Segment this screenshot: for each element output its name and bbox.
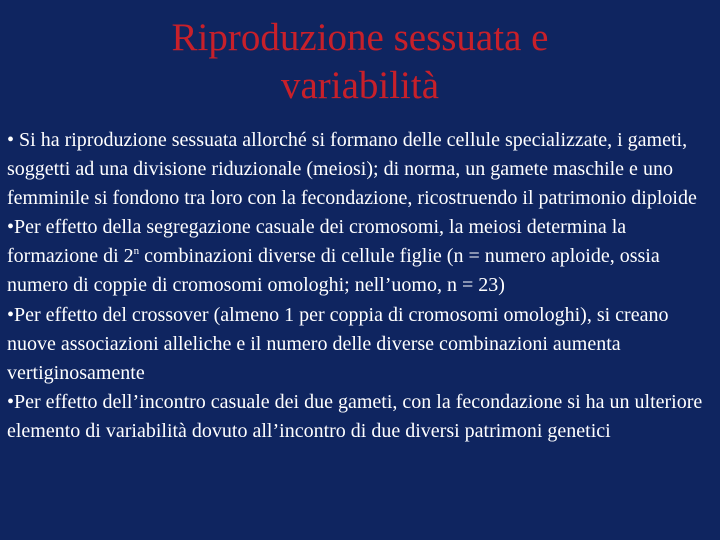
bullet-marker: •: [7, 390, 15, 413]
bullet-text-1: Si ha riproduzione sessuata allorché si formano delle cellule specializzate, i gameti, soggetti ad una divisione riduzionale (meiosi); di norma, un gamete maschile e uno femminile si fondono tra loro con la fecondazione, ricostruendo il patrimonio diploide: [7, 129, 697, 210]
bullet-list: [7, 126, 715, 446]
bullet-marker: •: [7, 303, 15, 326]
bullet-item-2: [7, 213, 715, 300]
bullet-text-2-after: combinazioni diverse di cellule figlie (n = numero aploide, ossia numero di coppie di cromosomi omologhi; nell’uomo, n = 23): [7, 245, 660, 297]
bullet-text-4: Per effetto dell’incontro casuale dei due gameti, con la fecondazione si ha un ulteriore elemento di variabilità dovuto all’incontro di due diversi patrimoni genetici: [7, 390, 703, 442]
bullet-marker: •: [7, 129, 15, 151]
slide-title-line-1: Riproduzione sessuata e: [171, 16, 549, 59]
bullet-item-1: [7, 126, 715, 213]
bullet-item-4: [7, 388, 715, 446]
slide-title: [0, 14, 720, 110]
bullet-text-2-before: Per effetto della segregazione casuale dei cromosomi, la meiosi determina la formazione di 2: [7, 216, 627, 268]
bullet-text-3: Per effetto del crossover (almeno 1 per coppia di cromosomi omologhi), si creano nuove associazioni alleliche e il numero delle diverse combinazioni aumenta vertiginosamente: [7, 303, 669, 384]
bullet-item-3: [7, 301, 715, 388]
bullet-marker: •: [7, 216, 15, 239]
slide-title-line-2: variabilità: [280, 64, 440, 107]
superscript-n: n: [133, 245, 140, 258]
